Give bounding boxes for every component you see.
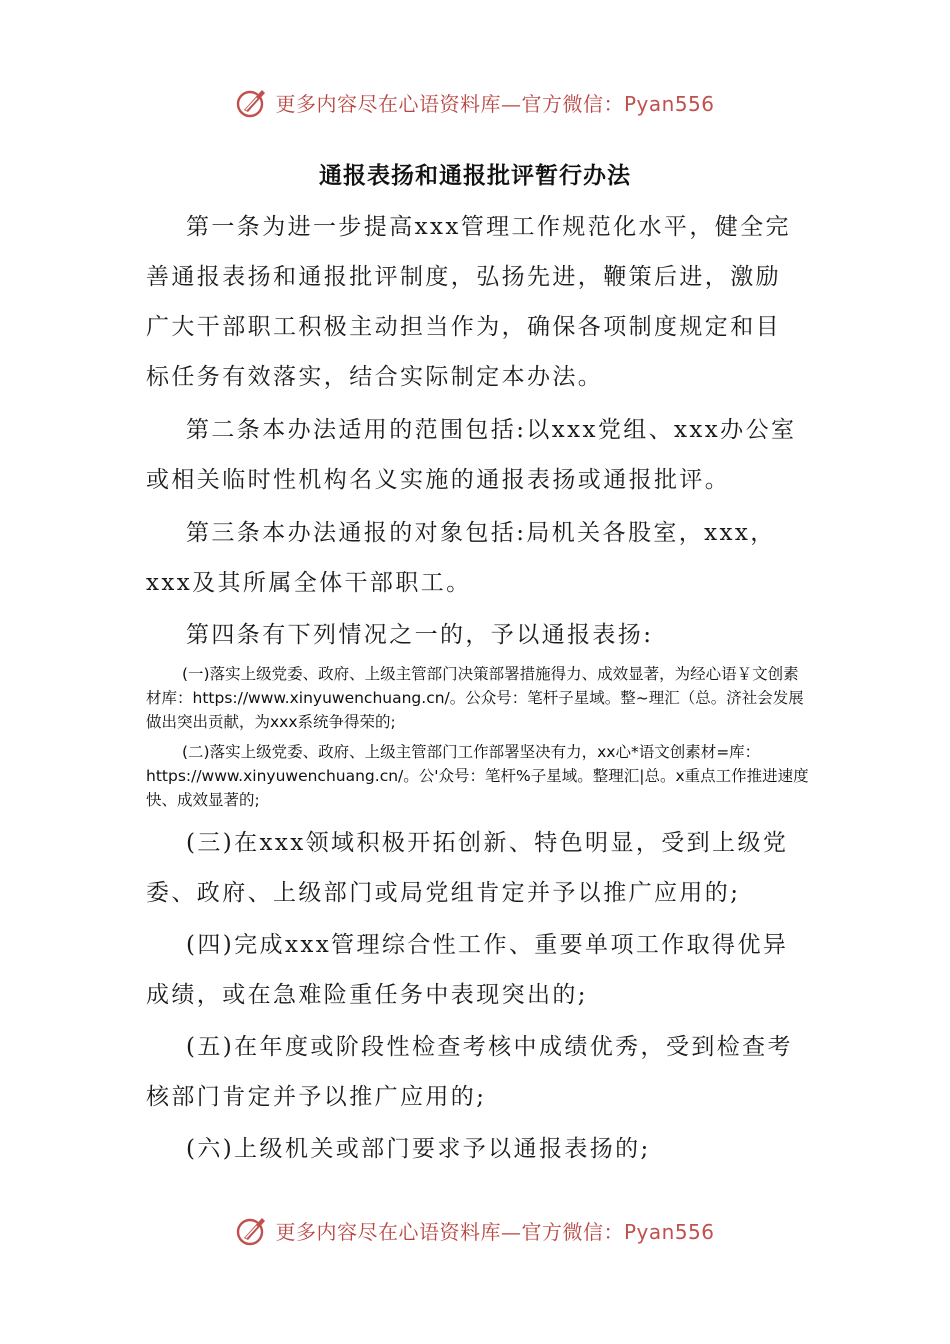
paragraph-article-1: 第一条为进一步提高xxx管理工作规范化水平，健全完善通报表扬和通报批评制度，弘扬先进，鞭策后进，激励广大干部职工积极主动担当作为，确保各项制度规定和目标任务有效落实，结合实际制定本办法。: [146, 214, 791, 390]
list-item-5: (五)在年度或阶段性检查考核中成绩优秀，受到检查考核部门肯定并予以推广应用的;: [146, 1034, 793, 1110]
list-item-2: (二)落实上级党委、政府、上级主管部门工作部署坚决有力，xx心*语文创素材=库：https://www.xinyuwenchuang.cn/。公'众号：笔杆%子星域。整理汇|总。x重点工作推进速度快、成效显著的;: [146, 743, 809, 809]
banner-text: 更多内容尽在心语资料库—官方微信：Pyan556: [275, 1219, 715, 1244]
footer-banner: [0, 1210, 950, 1250]
header-banner: [0, 82, 950, 122]
list-item-1: (一)落实上级党委、政府、上级主管部门决策部署措施得力、成效显著，为经心语￥文创素材库：https://www.xinyuwenchuang.cn/。公众号：笔杆子星域。整~理汇（总。济社会发展做出突出贡献，为xxx系统争得荣的;: [146, 665, 804, 731]
paragraph-article-2: 第二条本办法适用的范围包括:以xxx党组、xxx办公室或相关临时性机构名义实施的通报表扬或通报批评。: [146, 417, 797, 493]
list-item-4: (四)完成xxx管理综合性工作、重要单项工作取得优异成绩，或在急难险重任务中表现突出的;: [146, 932, 789, 1008]
list-item-3: (三)在xxx领域积极开拓创新、特色明显，受到上级党委、政府、上级部门或局党组肯定并予以推广应用的;: [146, 830, 789, 906]
document-title: 通报表扬和通报批评暂行办法: [319, 162, 631, 189]
wechat-id: Pyan556: [623, 91, 715, 116]
list-item-6: (六)上级机关或部门要求予以通报表扬的;: [186, 1136, 651, 1162]
quill-logo-icon: [235, 85, 269, 119]
paragraph-article-4: 第四条有下列情况之一的，予以通报表扬:: [186, 622, 654, 648]
quill-logo-icon: [235, 1213, 269, 1247]
paragraph-article-3: 第三条本办法通报的对象包括:局机关各股室，xxx，xxx及其所属全体干部职工。: [146, 520, 776, 596]
banner-text: 更多内容尽在心语资料库—官方微信：Pyan556: [275, 91, 715, 116]
wechat-id: Pyan556: [623, 1219, 715, 1244]
